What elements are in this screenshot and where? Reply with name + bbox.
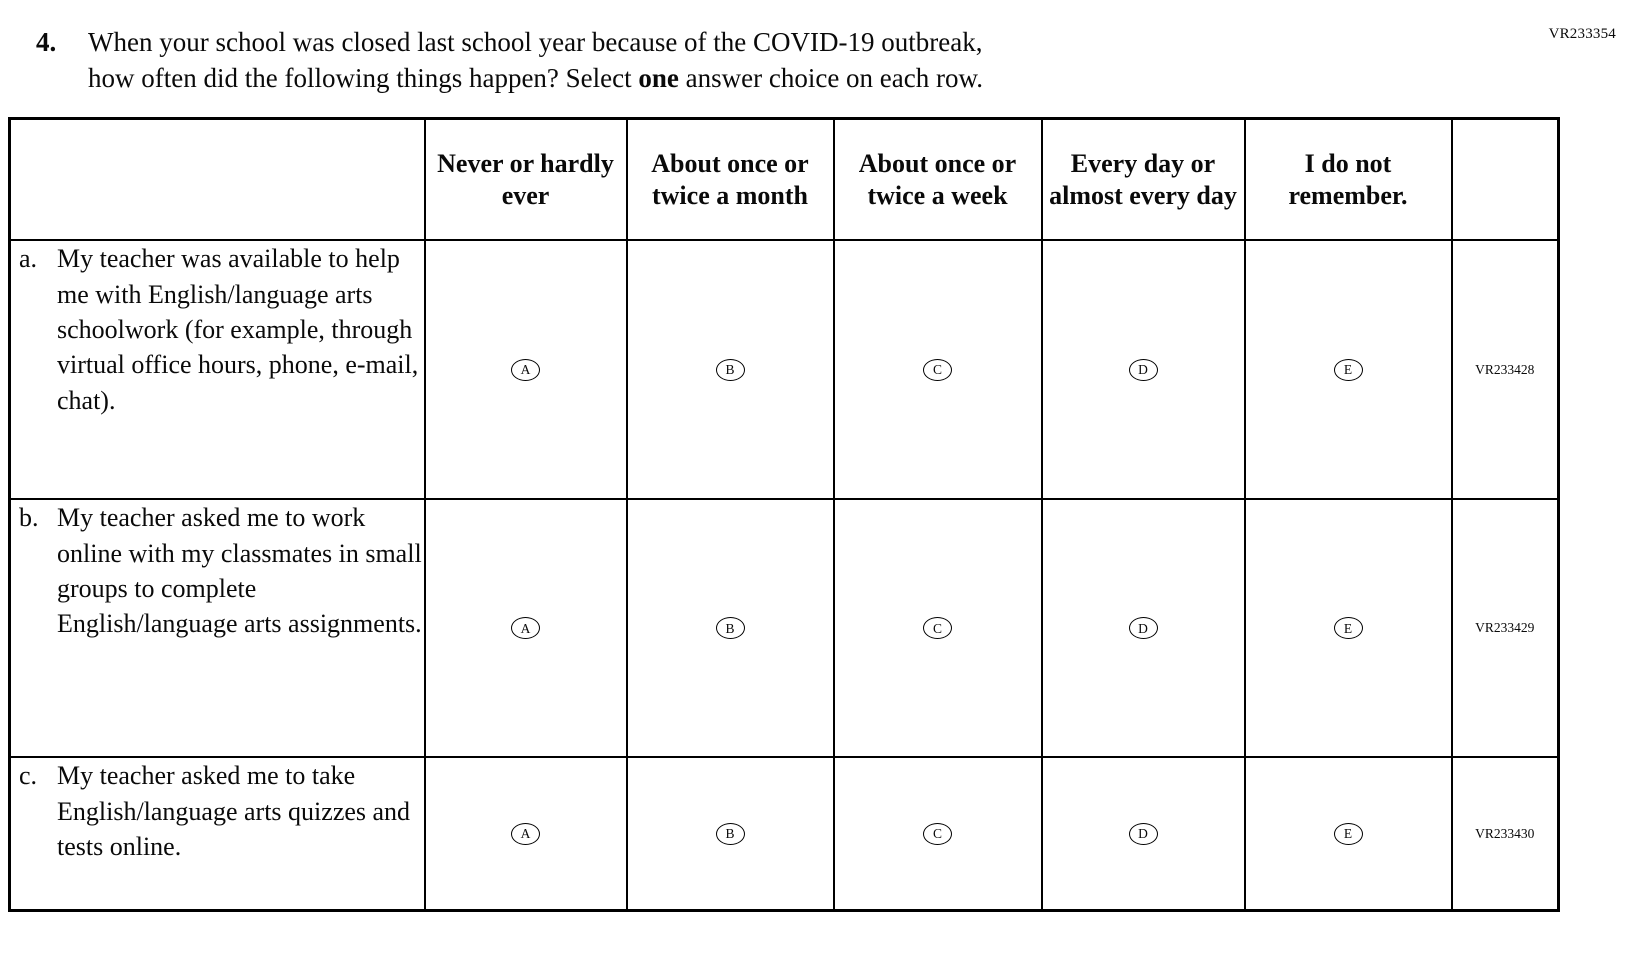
question-line2-after: answer choice on each row. bbox=[678, 63, 983, 94]
bubble-b-A[interactable]: A bbox=[511, 617, 540, 639]
response-matrix-table bbox=[8, 117, 1560, 912]
page-code: VR233354 bbox=[1548, 26, 1616, 42]
bubble-c-C[interactable]: C bbox=[923, 823, 952, 845]
table-row-b bbox=[10, 499, 1559, 757]
bubble-a-E[interactable]: E bbox=[1334, 359, 1363, 381]
question-bold-word: one bbox=[638, 63, 679, 94]
bubble-b-D[interactable]: D bbox=[1129, 617, 1158, 639]
bubble-b-B[interactable]: B bbox=[716, 617, 745, 639]
column-header-never: Never or hardly ever bbox=[425, 118, 627, 240]
question-block bbox=[36, 24, 1630, 97]
column-header-every-day: Every day or almost every day bbox=[1042, 118, 1245, 240]
question-line1: When your school was closed last school year because of the COVID-19 outbreak, bbox=[88, 27, 983, 57]
question-text bbox=[88, 24, 983, 97]
bubble-b-E[interactable]: E bbox=[1334, 617, 1363, 639]
question-number: 4. bbox=[36, 27, 57, 57]
row-code: VR233429 bbox=[1452, 499, 1559, 757]
row-letter: a. bbox=[19, 244, 38, 274]
bubble-c-B[interactable]: B bbox=[716, 823, 745, 845]
bubble-a-A[interactable]: A bbox=[511, 359, 540, 381]
bubble-b-C[interactable]: C bbox=[923, 617, 952, 639]
bubble-a-B[interactable]: B bbox=[716, 359, 745, 381]
row-statement: My teacher asked me to work online with my classmates in small groups to complete English/language arts assignments. bbox=[57, 503, 422, 639]
bubble-a-D[interactable]: D bbox=[1129, 359, 1158, 381]
row-statement: My teacher asked me to take English/language arts quizzes and tests online. bbox=[57, 761, 411, 862]
row-letter: b. bbox=[19, 503, 39, 533]
row-code: VR233428 bbox=[1452, 240, 1559, 499]
row-letter: c. bbox=[19, 761, 38, 791]
question-line2-before: how often did the following things happen? Select bbox=[88, 63, 639, 94]
column-header-do-not-remember: I do not remember. bbox=[1245, 118, 1452, 240]
bubble-c-A[interactable]: A bbox=[511, 823, 540, 845]
row-statement: My teacher was available to help me with English/language arts schoolwork (for example, through virtual office hours, phone, e-mail, chat). bbox=[57, 244, 419, 415]
bubble-c-D[interactable]: D bbox=[1129, 823, 1158, 845]
table-row-a bbox=[10, 240, 1559, 499]
header-row bbox=[10, 118, 1559, 240]
row-code: VR233430 bbox=[1452, 757, 1559, 910]
bubble-c-E[interactable]: E bbox=[1334, 823, 1363, 845]
bubble-a-C[interactable]: C bbox=[923, 359, 952, 381]
column-header-once-twice-week: About once or twice a week bbox=[834, 118, 1042, 240]
statement-column-header bbox=[10, 118, 425, 240]
table-row-c bbox=[10, 757, 1559, 910]
column-header-once-twice-month: About once or twice a month bbox=[627, 118, 834, 240]
code-column-header bbox=[1452, 118, 1559, 240]
